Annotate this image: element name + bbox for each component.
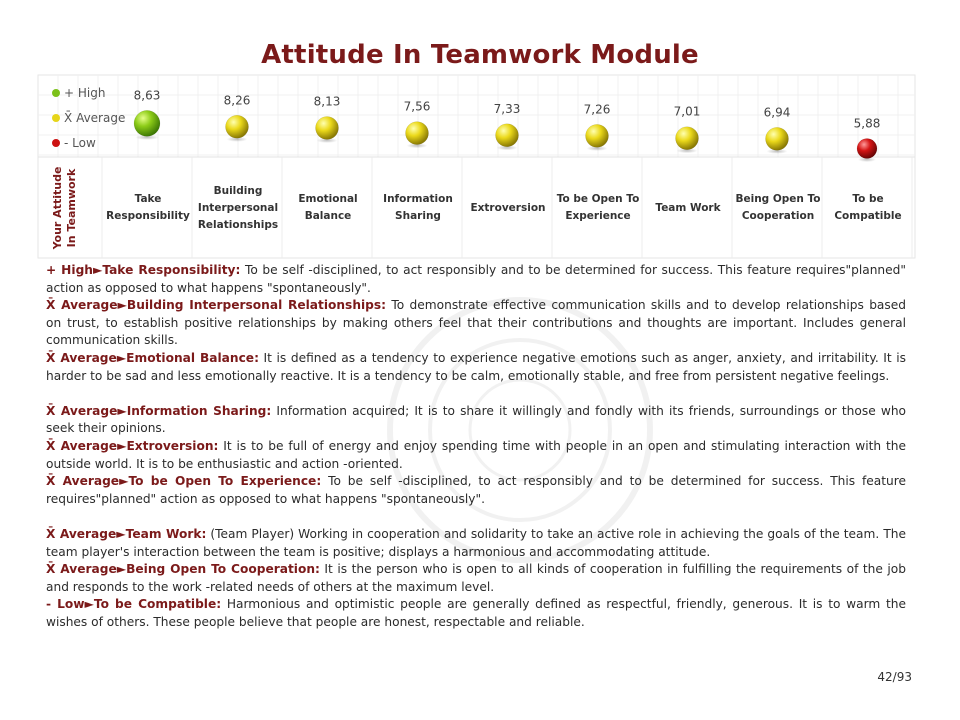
description-item <box>46 297 906 350</box>
description-item <box>46 262 906 297</box>
data-label: 5,88 <box>853 116 881 131</box>
page-number: 42/93 <box>877 670 912 684</box>
data-label: 7,33 <box>493 101 521 116</box>
level-prefix: - Low► <box>46 597 94 612</box>
trait-text: To be self -disciplined, to act responsibly and to be determined for success. This feature requires"planned" action as opposed to what happens "spontaneously". <box>46 474 906 506</box>
y-axis-label <box>38 160 92 256</box>
level-prefix: + High► <box>46 263 103 277</box>
data-point <box>134 110 160 136</box>
y-axis-label-text: Your Attitude In Teamwork <box>51 166 78 250</box>
level-prefix: X̄ Average► <box>46 438 127 453</box>
category-label: Being Open To Cooperation <box>735 193 821 222</box>
data-point <box>857 139 877 159</box>
data-label: 7,01 <box>673 104 701 119</box>
description-item <box>46 403 906 438</box>
data-label: 8,26 <box>223 93 251 108</box>
trait-name: Emotional Balance: <box>126 350 259 365</box>
level-prefix: X̄ Average► <box>46 403 127 418</box>
level-prefix: X̄ Average► <box>46 474 129 489</box>
legend-label: Average <box>76 110 126 125</box>
data-label: 6,94 <box>763 105 791 120</box>
legend-symbol: X̄ <box>64 110 73 125</box>
category-label: Information Sharing <box>383 193 453 222</box>
data-point <box>496 124 519 147</box>
chart-legend <box>52 80 125 155</box>
trait-text: To demonstrate effective communication skills and to develop relationships based on trust, to establish positive relationships by making others feel that their contributions and thoughts are important. Includes general communication skills. <box>46 298 906 348</box>
data-point <box>316 116 339 139</box>
trait-name: Take Responsibility: <box>102 263 241 277</box>
low-dot-icon <box>52 139 60 147</box>
legend-symbol: + <box>64 85 75 100</box>
trait-text: To be self -disciplined, to act responsibly and to be determined for success. This feature requires"planned" action as opposed to what happens "spontaneously". <box>46 263 906 295</box>
trait-name: Building Interpersonal Relationships: <box>126 298 387 313</box>
trait-name: Team Work: <box>125 526 207 541</box>
trait-name: Being Open To Cooperation: <box>126 562 320 577</box>
trait-text: It is the person who is open to all kinds of cooperation in fulfilling the requirements of the job and responds to the work -related needs of others at the maximum level. <box>46 562 906 594</box>
category-label: To be Open To Experience <box>556 193 640 222</box>
spacer <box>46 385 906 403</box>
legend-label: Low <box>72 135 96 150</box>
description-item <box>46 561 906 596</box>
data-point <box>406 122 429 145</box>
data-label: 8,13 <box>313 94 341 109</box>
trait-name: To be Compatible: <box>93 597 222 612</box>
legend-symbol: - <box>64 135 69 150</box>
data-point <box>676 127 699 150</box>
description-item <box>46 473 906 508</box>
description-item <box>46 526 906 561</box>
trait-text: Harmonious and optimistic people are generally defined as respectful, friendly, generous. It is to warm the wishes of others. These people believe that people are honest, respectable and reliable. <box>46 597 906 629</box>
level-prefix: X̄ Average► <box>46 526 126 541</box>
description-item <box>46 350 906 385</box>
category-label: Building Interpersonal Relationships <box>197 184 279 231</box>
data-point <box>226 115 249 138</box>
data-point <box>766 127 789 150</box>
trait-name: Extroversion: <box>126 438 219 453</box>
description-item <box>46 596 906 631</box>
data-label: 8,63 <box>133 88 161 103</box>
description-item <box>46 438 906 473</box>
data-label: 7,56 <box>403 99 431 114</box>
descriptions <box>46 262 906 631</box>
trait-text: It is to be full of energy and enjoy spending time with people in an open and stimulating interaction with the outside world. It is to be enthusiastic and action -oriented. <box>46 438 906 471</box>
legend-item-high <box>52 80 125 105</box>
legend-item-average <box>52 105 125 130</box>
level-prefix: X̄ Average► <box>46 350 127 365</box>
legend-label: High <box>77 85 106 100</box>
level-prefix: X̄ Average► <box>46 562 127 577</box>
category-label: Take Responsibility <box>106 193 190 222</box>
page-title: Attitude In Teamwork Module <box>261 40 699 70</box>
data-label: 7,26 <box>583 102 611 117</box>
category-label: Emotional Balance <box>298 193 358 222</box>
high-dot-icon <box>52 89 60 97</box>
trait-text: (Team Player) Working in cooperation and solidarity to take an active role in achieving the goals of the team. The team player's interaction between the team is positive; displays a harmonious and accommodating attitude. <box>46 526 906 559</box>
level-prefix: X̄ Average► <box>46 298 127 313</box>
category-label: Team Work <box>655 201 721 214</box>
trait-text: It is defined as a tendency to experience negative emotions such as anger, anxiety, and irritability. It is harder to be sad and less emotionally reactive. It is a tendency to be calm, emotionally stable, and free from persistent negative feelings. <box>46 350 906 383</box>
category-label: To be Compatible <box>834 193 902 222</box>
data-point <box>586 124 609 147</box>
spacer <box>46 508 906 526</box>
trait-name: Information Sharing: <box>126 403 272 418</box>
average-dot-icon <box>52 114 60 122</box>
trait-text: Information acquired; It is to share it willingly and fondly with its friends, surroundings or those who seek their opinions. <box>46 403 906 436</box>
category-label: Extroversion <box>470 201 546 214</box>
legend-item-low <box>52 130 125 155</box>
trait-name: To be Open To Experience: <box>128 474 322 489</box>
